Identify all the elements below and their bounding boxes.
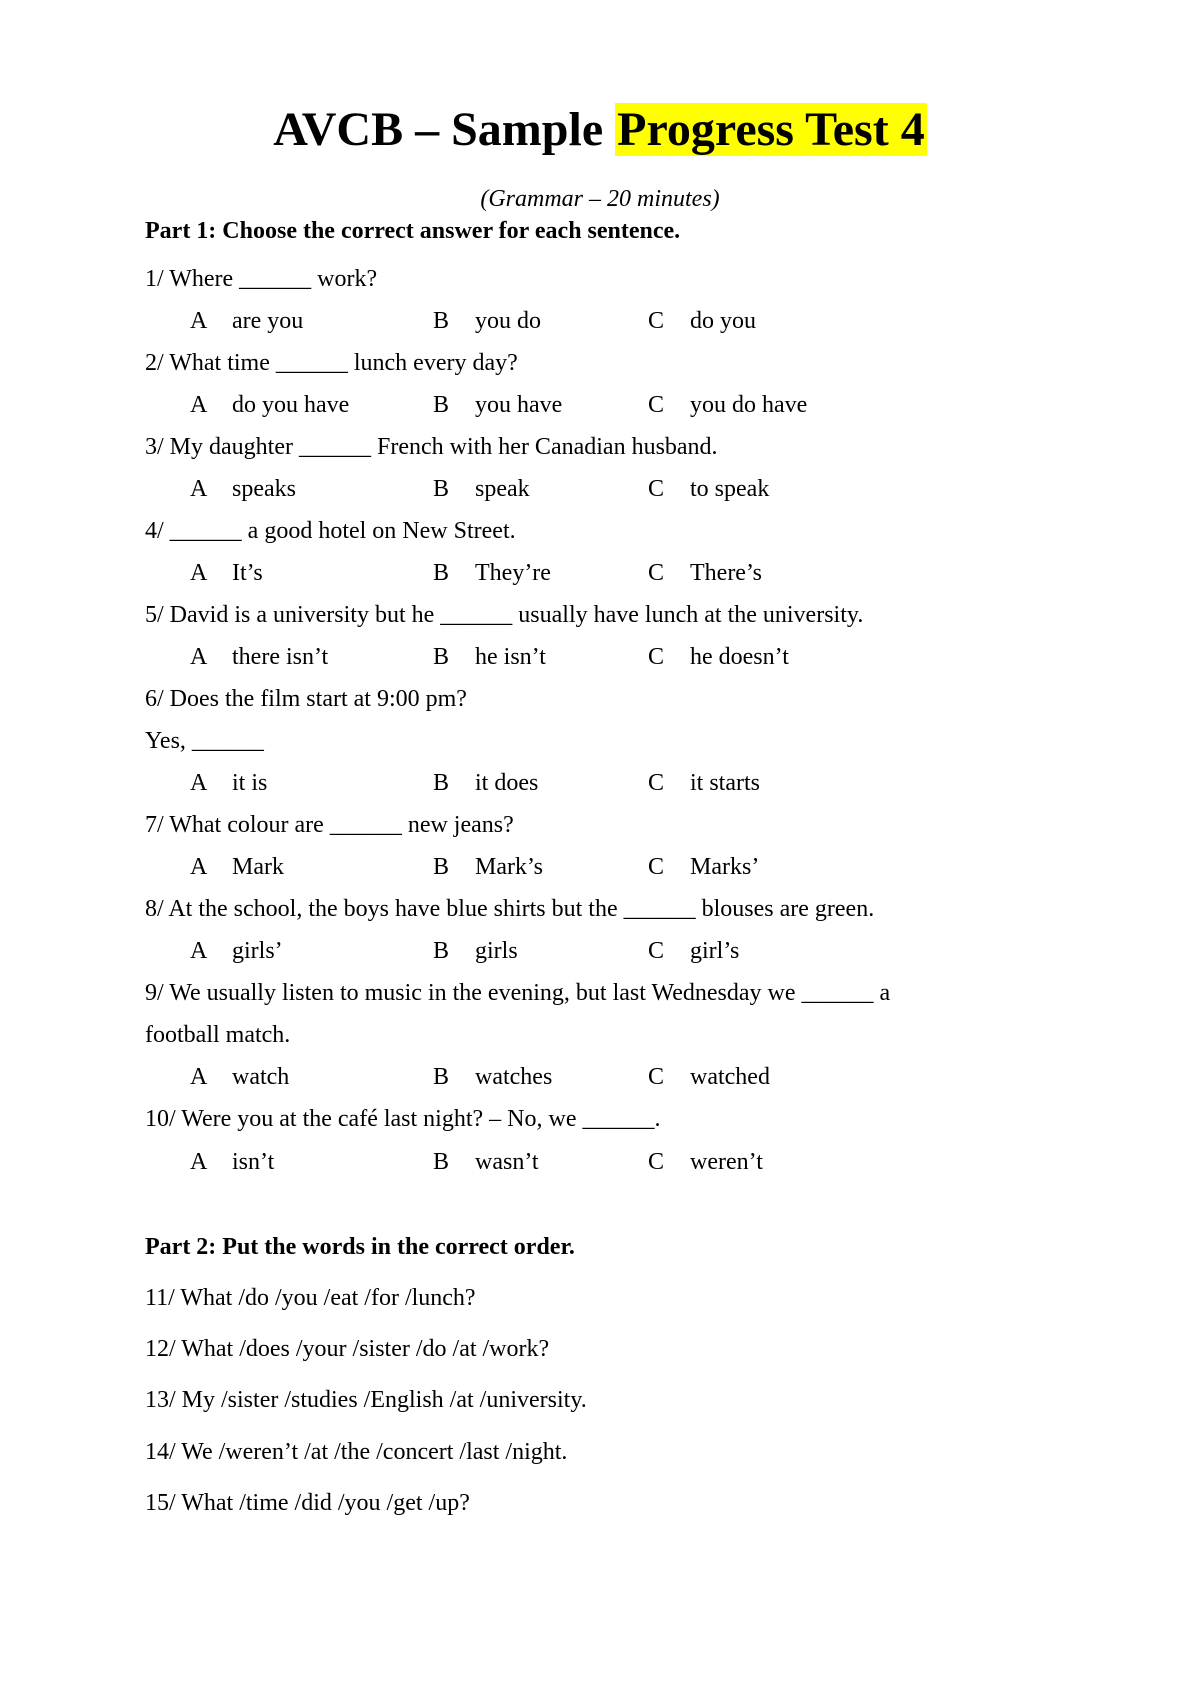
reorder-item-13: 13/ My /sister /studies /English /at /university. <box>145 1387 587 1413</box>
option-a: A girls’ <box>190 938 283 964</box>
question-6-options <box>0 768 1200 798</box>
option-b: B wasn’t <box>433 1149 539 1175</box>
question-10-text: 10/ Were you at the café last night? – No, we ______. <box>145 1106 661 1132</box>
option-b: B girls <box>433 938 518 964</box>
option-c: C it starts <box>648 770 760 796</box>
option-b: B you do <box>433 308 541 334</box>
title-plain: AVCB – Sample <box>273 103 616 156</box>
option-a: A watch <box>190 1064 290 1090</box>
option-c: C Marks’ <box>648 854 760 880</box>
option-b: B it does <box>433 770 539 796</box>
question-7-text: 7/ What colour are ______ new jeans? <box>145 812 514 838</box>
option-a: A speaks <box>190 476 296 502</box>
question-4-options <box>0 558 1200 588</box>
part1-heading: Part 1: Choose the correct answer for each sentence. <box>145 218 681 244</box>
question-3-options <box>0 474 1200 504</box>
question-1-text: 1/ Where ______ work? <box>145 266 378 292</box>
title-highlighted: Progress Test 4 <box>617 103 925 156</box>
option-a: A are you <box>190 308 304 334</box>
question-3-text: 3/ My daughter ______ French with her Canadian husband. <box>145 434 718 460</box>
option-a: A it is <box>190 770 268 796</box>
option-b: B he isn’t <box>433 644 546 670</box>
question-1-options <box>0 306 1200 336</box>
page-subtitle: (Grammar – 20 minutes) <box>480 186 720 212</box>
page-title <box>0 100 1200 160</box>
option-a: A It’s <box>190 560 263 586</box>
part2-heading: Part 2: Put the words in the correct order. <box>145 1234 575 1260</box>
question-5-options <box>0 642 1200 672</box>
option-a: A there isn’t <box>190 644 329 670</box>
question-9-text-line-2: football match. <box>145 1022 291 1048</box>
option-b: B you have <box>433 392 563 418</box>
question-2-text: 2/ What time ______ lunch every day? <box>145 350 518 376</box>
question-10-options <box>0 1147 1200 1177</box>
question-8-options <box>0 936 1200 966</box>
option-c: C girl’s <box>648 938 740 964</box>
question-7-options <box>0 852 1200 882</box>
option-b: B speak <box>433 476 530 502</box>
option-c: C weren’t <box>648 1149 763 1175</box>
question-8-text: 8/ At the school, the boys have blue shirts but the ______ blouses are green. <box>145 896 875 922</box>
reorder-item-11: 11/ What /do /you /eat /for /lunch? <box>145 1285 476 1311</box>
option-c: C you do have <box>648 392 808 418</box>
option-a: A Mark <box>190 854 284 880</box>
question-9-options <box>0 1062 1200 1092</box>
reorder-item-12: 12/ What /does /your /sister /do /at /work? <box>145 1336 550 1362</box>
reorder-item-14: 14/ We /weren’t /at /the /concert /last /night. <box>145 1439 568 1465</box>
reorder-item-15: 15/ What /time /did /you /get /up? <box>145 1490 470 1516</box>
option-b: B watches <box>433 1064 553 1090</box>
option-c: C he doesn’t <box>648 644 789 670</box>
question-6-text: 6/ Does the film start at 9:00 pm? <box>145 686 467 712</box>
option-c: C watched <box>648 1064 770 1090</box>
option-c: C do you <box>648 308 756 334</box>
question-2-options <box>0 390 1200 420</box>
question-9-text: 9/ We usually listen to music in the evening, but last Wednesday we ______ a <box>145 980 891 1006</box>
option-c: C There’s <box>648 560 762 586</box>
option-a: A do you have <box>190 392 350 418</box>
option-b: B Mark’s <box>433 854 543 880</box>
question-6-text-line-2: Yes, ______ <box>145 728 264 754</box>
question-5-text: 5/ David is a university but he ______ usually have lunch at the university. <box>145 602 864 628</box>
option-c: C to speak <box>648 476 770 502</box>
question-4-text: 4/ ______ a good hotel on New Street. <box>145 518 516 544</box>
option-b: B They’re <box>433 560 551 586</box>
option-a: A isn’t <box>190 1149 275 1175</box>
